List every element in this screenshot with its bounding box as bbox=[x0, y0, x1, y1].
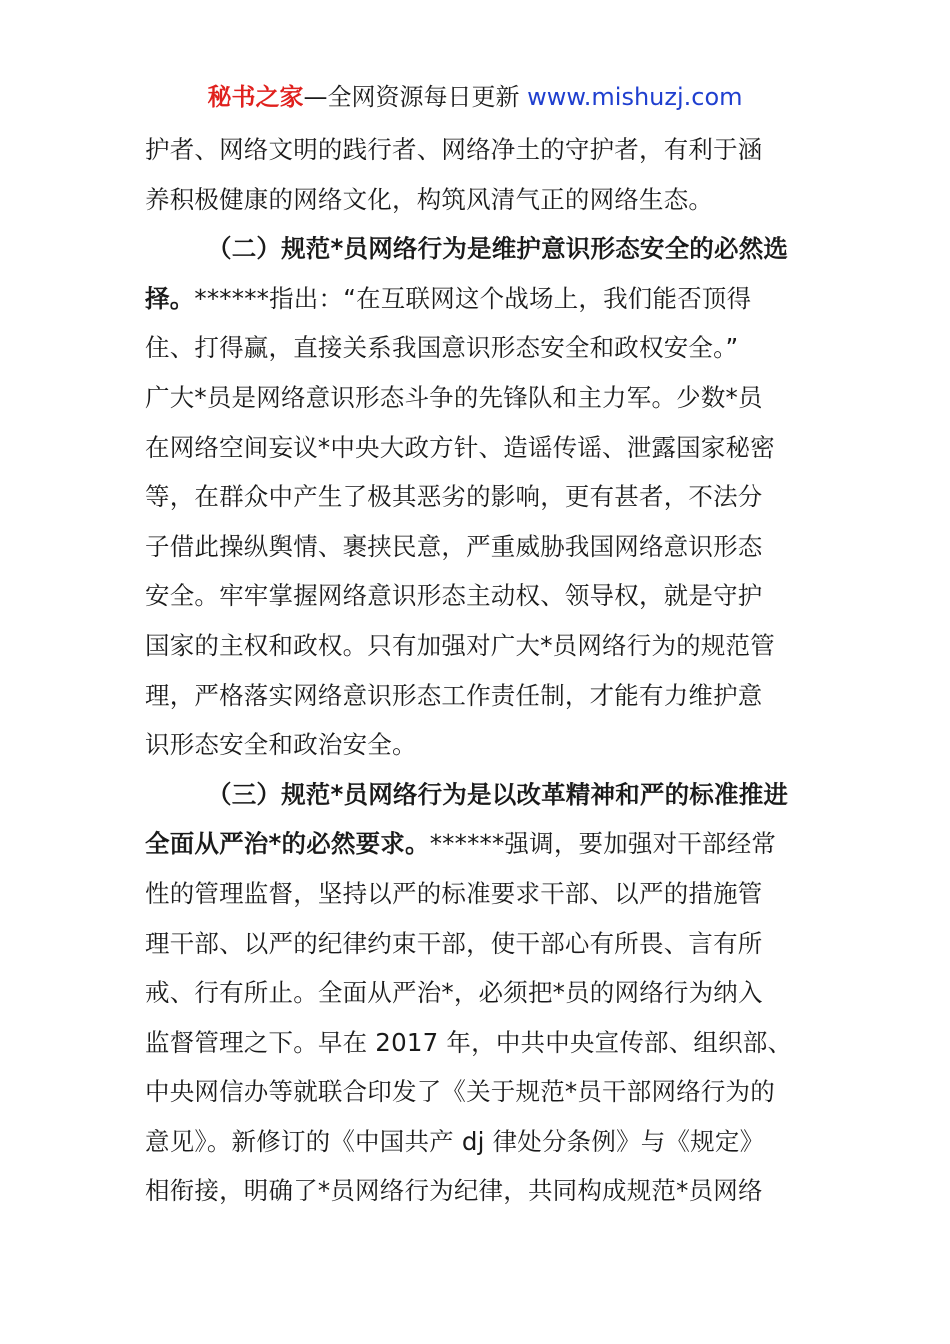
text-segment: 在网络空间妄议*中央大政方针、造谣传谣、泄露国家秘密 bbox=[145, 432, 775, 462]
paragraph-line bbox=[145, 175, 805, 225]
text-segment: 监督管理之下。早在 2017 年，中共中央宣传部、组织部、 bbox=[145, 1027, 793, 1057]
paragraph-line bbox=[145, 819, 805, 869]
text-segment: 性的管理监督，坚持以严的标准要求干部、以严的措施管 bbox=[145, 878, 763, 908]
paragraph-line bbox=[145, 125, 805, 175]
paragraph-line bbox=[145, 720, 805, 770]
bold-text-segment: 全面从严治*的必然要求。 bbox=[145, 829, 430, 859]
text-segment: ******指出：“在互联网这个战场上，我们能否顶得 bbox=[194, 283, 752, 313]
paragraph-line bbox=[145, 1166, 805, 1216]
paragraph-line bbox=[145, 621, 805, 671]
bold-text-segment: （二）规范*员网络行为是维护意识形态安全的必然选 bbox=[207, 234, 789, 264]
header-dash: — bbox=[303, 83, 328, 111]
text-segment: 理，严格落实网络意识形态工作责任制，才能有力维护意 bbox=[145, 680, 763, 710]
paragraph-line bbox=[145, 274, 805, 324]
paragraph-line bbox=[145, 373, 805, 423]
paragraph-line bbox=[145, 571, 805, 621]
paragraph-line bbox=[145, 423, 805, 473]
paragraph-line bbox=[145, 1067, 805, 1117]
text-segment: 子借此操纵舆情、裹挟民意，严重威胁我国网络意识形态 bbox=[145, 531, 763, 561]
section-heading-line bbox=[145, 224, 805, 274]
text-segment: 国家的主权和政权。只有加强对广大*员网络行为的规范管 bbox=[145, 630, 775, 660]
paragraph-line bbox=[145, 671, 805, 721]
text-segment: 戒、行有所止。全面从严治*，必须把*员的网络行为纳入 bbox=[145, 978, 763, 1008]
site-brand: 秘书之家 bbox=[207, 83, 304, 111]
paragraph-line bbox=[145, 472, 805, 522]
text-segment: 养积极健康的网络文化，构筑风清气正的网络生态。 bbox=[145, 184, 714, 214]
text-segment: 理干部、以严的纪律约束干部，使干部心有所畏、言有所 bbox=[145, 928, 763, 958]
text-segment: ******强调，要加强对干部经常 bbox=[429, 829, 777, 859]
section-heading-line bbox=[145, 770, 805, 820]
paragraph-line bbox=[145, 522, 805, 572]
text-segment: 广大*员是网络意识形态斗争的先锋队和主力军。少数*员 bbox=[145, 382, 763, 412]
site-url-link[interactable]: www.mishuzj.com bbox=[527, 83, 743, 111]
paragraph-line bbox=[145, 323, 805, 373]
bold-text-segment: 择。 bbox=[145, 283, 195, 313]
paragraph-line bbox=[145, 1117, 805, 1167]
text-segment: 意见》。新修订的《中国共产 dj 律处分条例》与《规定》 bbox=[145, 1126, 765, 1156]
site-tagline: 全网资源每日更新 bbox=[327, 83, 520, 111]
site-header bbox=[0, 80, 950, 114]
text-segment: 住、打得赢，直接关系我国意识形态安全和政权安全。” bbox=[145, 333, 739, 363]
text-segment: 相衔接，明确了*员网络行为纪律，共同构成规范*员网络 bbox=[145, 1176, 763, 1206]
text-segment: 等，在群众中产生了极其恶劣的影响，更有甚者，不法分 bbox=[145, 482, 763, 512]
bold-text-segment: （三）规范*员网络行为是以改革精神和严的标准推进 bbox=[207, 779, 789, 809]
text-segment: 护者、网络文明的践行者、网络净土的守护者，有利于涵 bbox=[145, 135, 763, 164]
paragraph-line bbox=[145, 869, 805, 919]
text-segment: 安全。牢牢掌握网络意识形态主动权、领导权，就是守护 bbox=[145, 581, 763, 611]
document-body bbox=[145, 125, 805, 1216]
paragraph-line bbox=[145, 1018, 805, 1068]
paragraph-line bbox=[145, 919, 805, 969]
text-segment: 中央网信办等就联合印发了《关于规范*员干部网络行为的 bbox=[145, 1077, 775, 1107]
text-segment: 识形态安全和政治安全。 bbox=[145, 730, 417, 760]
paragraph-line bbox=[145, 968, 805, 1018]
